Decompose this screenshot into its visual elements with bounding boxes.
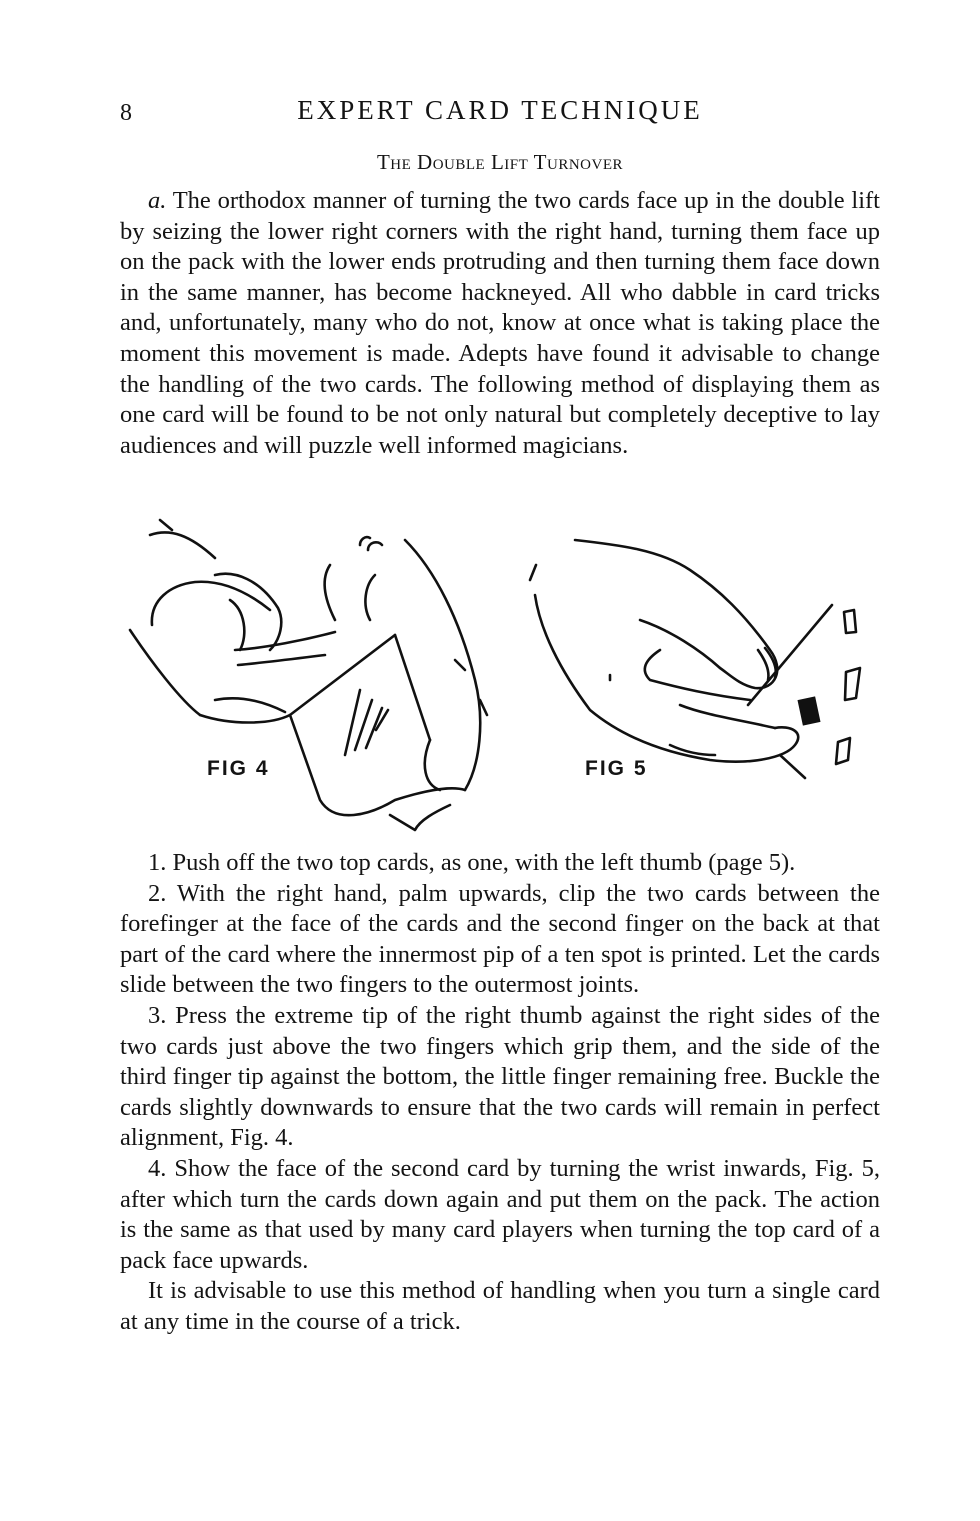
step-4: 4. Show the face of the second card by turning the wrist inwards, Fig. 5, after which turn the cards down again and put them on the pack. The action is the same as that used by many card players when turning the top card of a pack face upwards. [120, 1154, 880, 1274]
step-1: 1. Push off the two top cards, as one, with the left thumb (page 5). [148, 849, 796, 876]
steps-list [120, 848, 880, 1338]
fig-5-illustration [520, 520, 880, 810]
intro-paragraph [120, 186, 880, 461]
intro-text: The orthodox manner of turning the two cards face up in the double lift by seizing the lower right corners with the right hand, turning them face up on the pack with the lower ends protruding and then turning them face down in the same manner, has become hackneyed. All who dabble in card tricks and, unfortunately, many who do not, know at once what is taking place the moment this movement is made. Adepts have found it advisable to change the handling of the two cards. The following method of displaying them as one card will be found to be not only natural but completely deceptive to lay audiences and will puzzle well informed magicians. [120, 187, 880, 459]
page-number: 8 [120, 100, 132, 126]
fig-4-label: FIG 4 [207, 757, 270, 780]
fig-5-label: FIG 5 [585, 757, 648, 780]
fig-4-illustration [120, 500, 500, 845]
step-3: 3. Press the extreme tip of the right thumb against the right sides of the two cards just above the two fingers which grip them, and the side of the third finger tip against the bottom, the little finger remaining free. Buckle the cards slightly downwards to ensure that the two cards will remain in perfect alignment, Fig. 4. [120, 1001, 880, 1152]
closing-note: It is advisable to use this method of handling when you turn a single card at any time in the course of a trick. [120, 1277, 880, 1335]
running-title: EXPERT CARD TECHNIQUE [297, 95, 703, 125]
intro-label: a. [148, 187, 167, 214]
section-heading: The Double Lift Turnover [376, 150, 623, 174]
step-2: 2. With the right hand, palm upwards, clip the two cards between the forefinger at the face of the cards and the second finger on the back at that part of the card where the innermost pip of a ten spot is printed. Let the cards slide between the two fingers to the outermost joints. [120, 879, 880, 999]
